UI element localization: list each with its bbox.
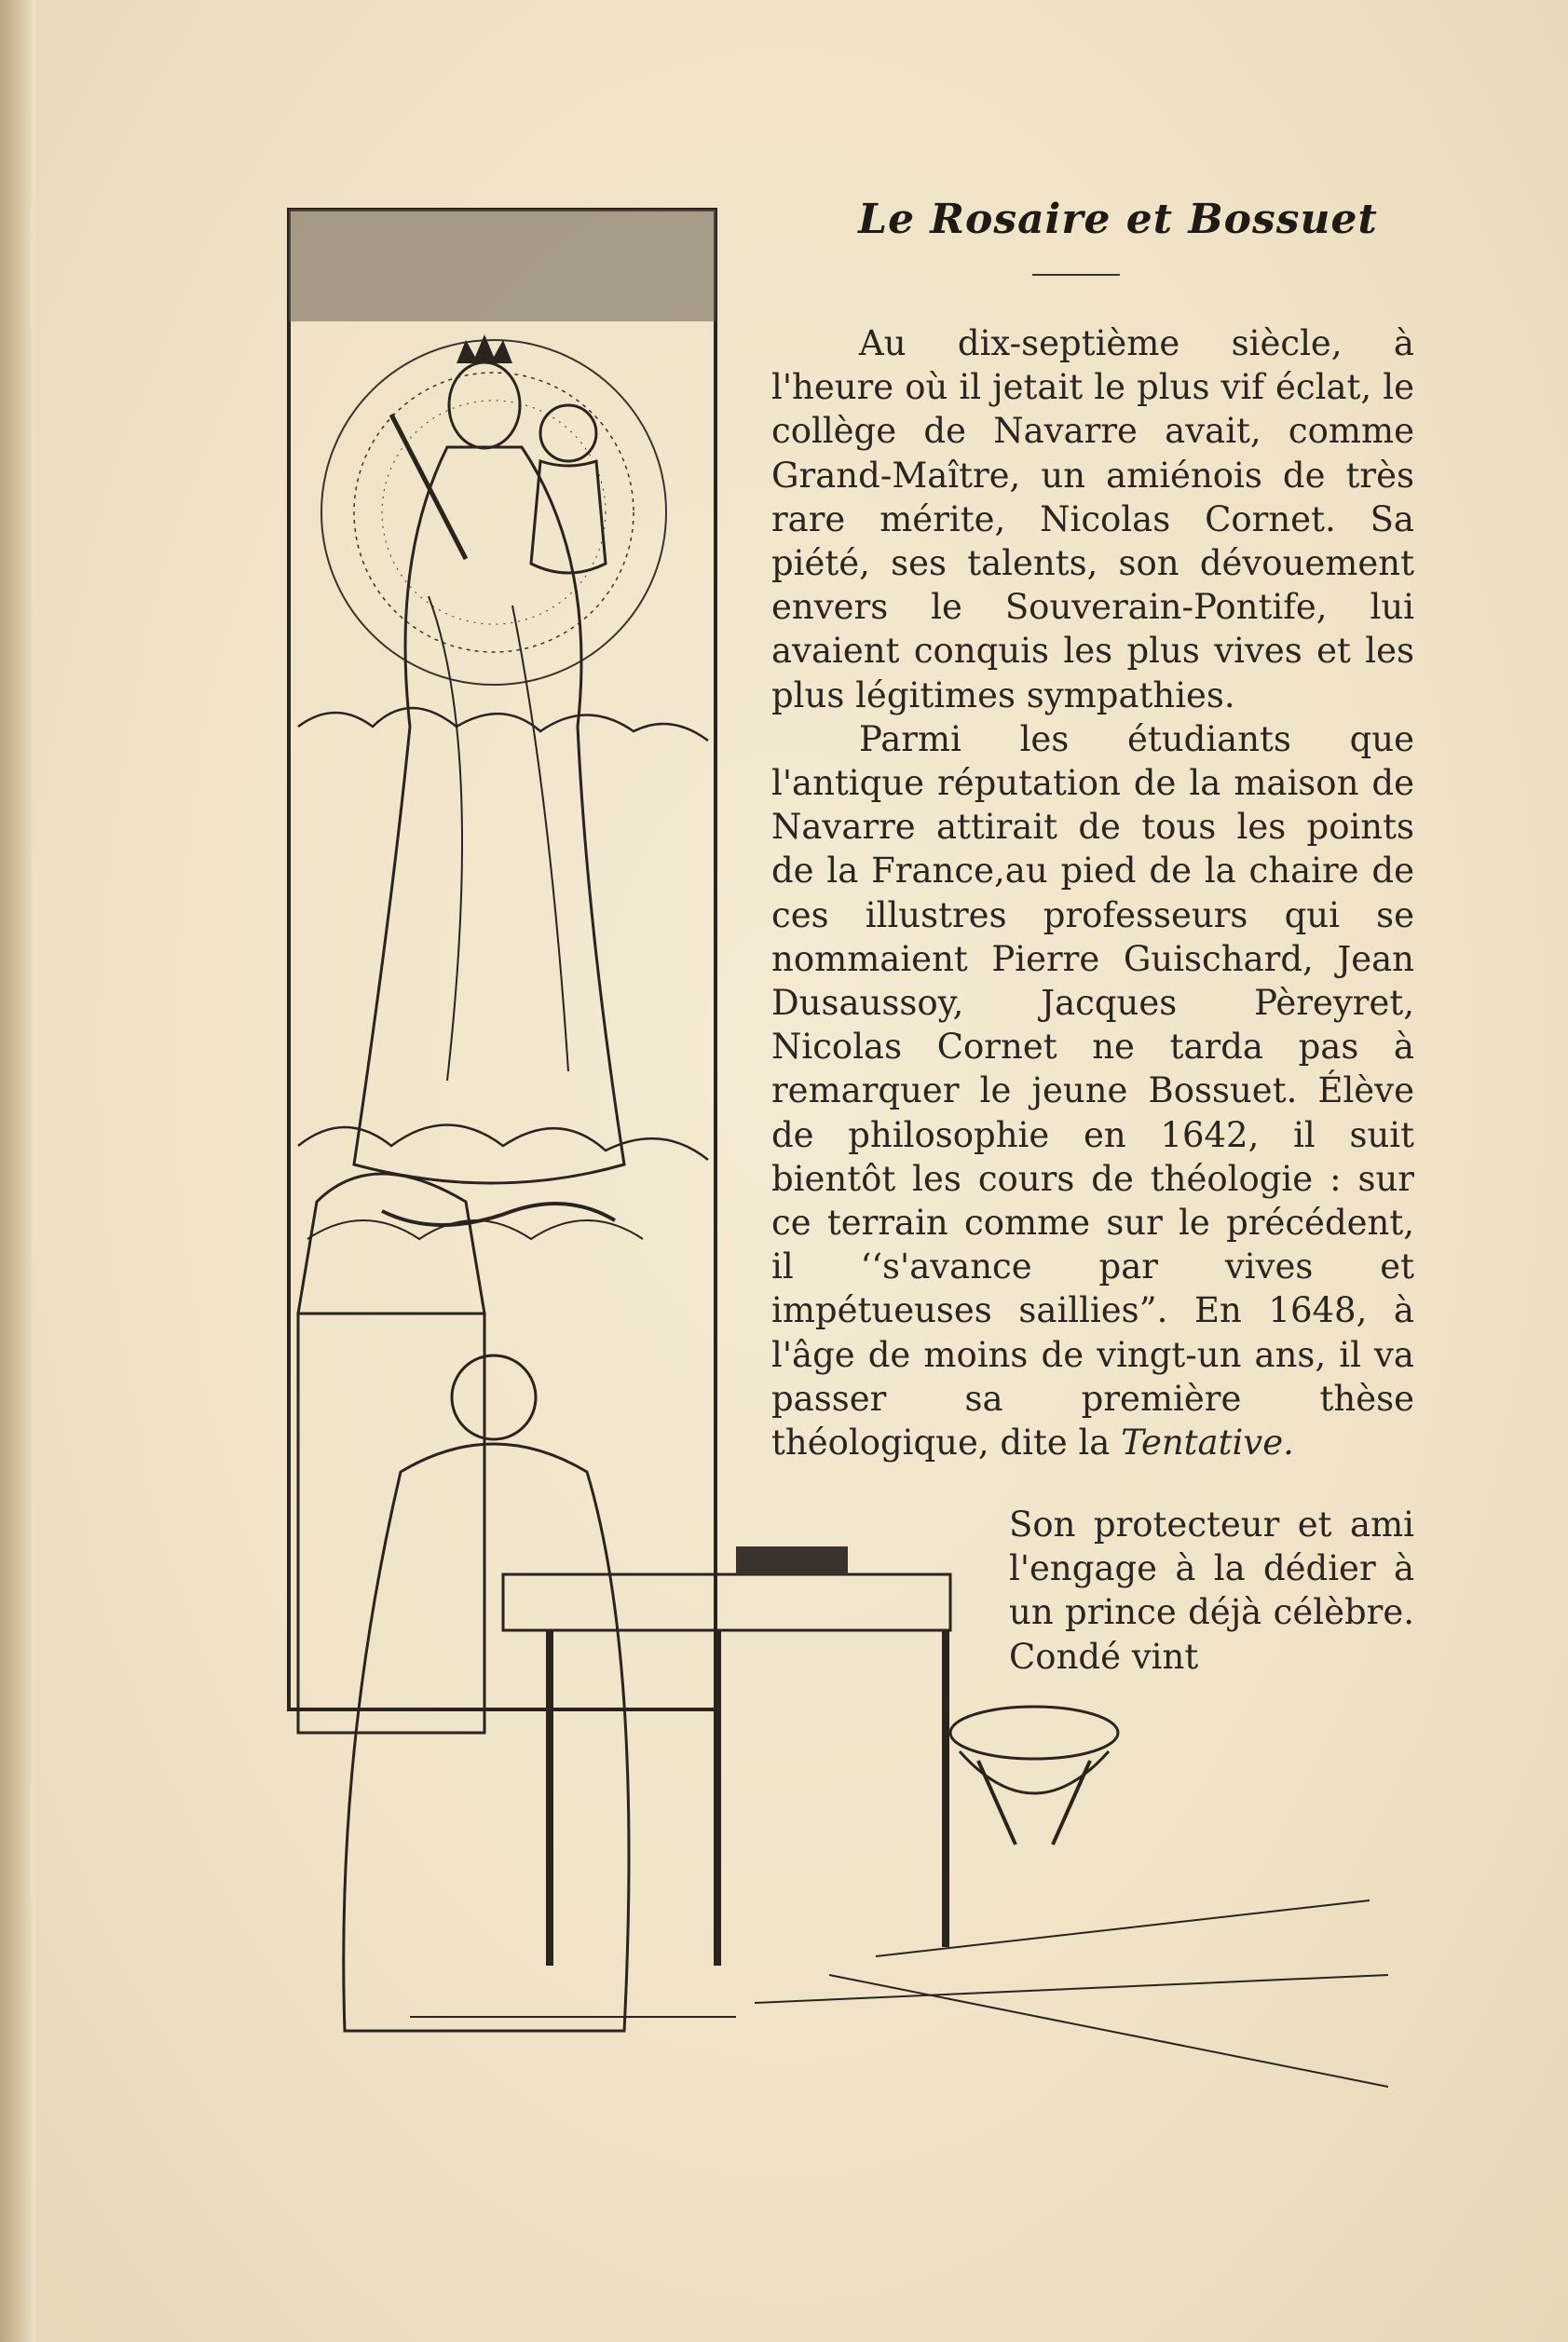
paragraph-2-main: Parmi les étudiants que l'antique réputation de la maison de Navarre attirait de tous les points de la France,au pied de la chaire de ces illustres professeurs qui se nommaient Pierre Guischard, Jean Dusaussoy, Jacques Pèreyret, Nicolas Cornet ne tarda pas à remarquer le jeune Bossuet. Élève de philosophie en 1642, il suit bientôt les cours de théologie : sur ce terrain comme sur le précédent, il ‘‘s'avance par vives et impétueuses saillies”. En 1648, à l'âge de moins de vingt-un ans, il va passer sa première thèse théologique, dite la: [771, 718, 1414, 1464]
narrow-text-continuation: [1009, 1503, 1414, 1679]
page-title: Le Rosaire et Bossuet: [858, 196, 1378, 243]
paragraph-1: Au dix-septième siècle, à l'heure où il jetait le plus vif éclat, le collège de Navarre avait, comme Grand-Maître, un amiénois de très rare mérite, Nicolas Cornet. Sa piété, ses talents, son dévouement envers le Souverain-Pontife, lui avaient conquis les plus vives et les plus légitimes sympathies.: [771, 323, 1414, 715]
paragraph-2-italic-term: Tentative.: [1121, 1423, 1294, 1464]
main-text-column: [771, 321, 1414, 1464]
book-binding-edge: [0, 0, 35, 2342]
paragraph-2-tail: Son protecteur et ami l'engage à la dédier à un prince déjà célèbre. Condé vint: [1009, 1505, 1414, 1677]
title-rule-divider: [1032, 274, 1120, 276]
paragraph-2: [771, 717, 1414, 1464]
virgin-and-child-panel: [289, 210, 716, 1709]
